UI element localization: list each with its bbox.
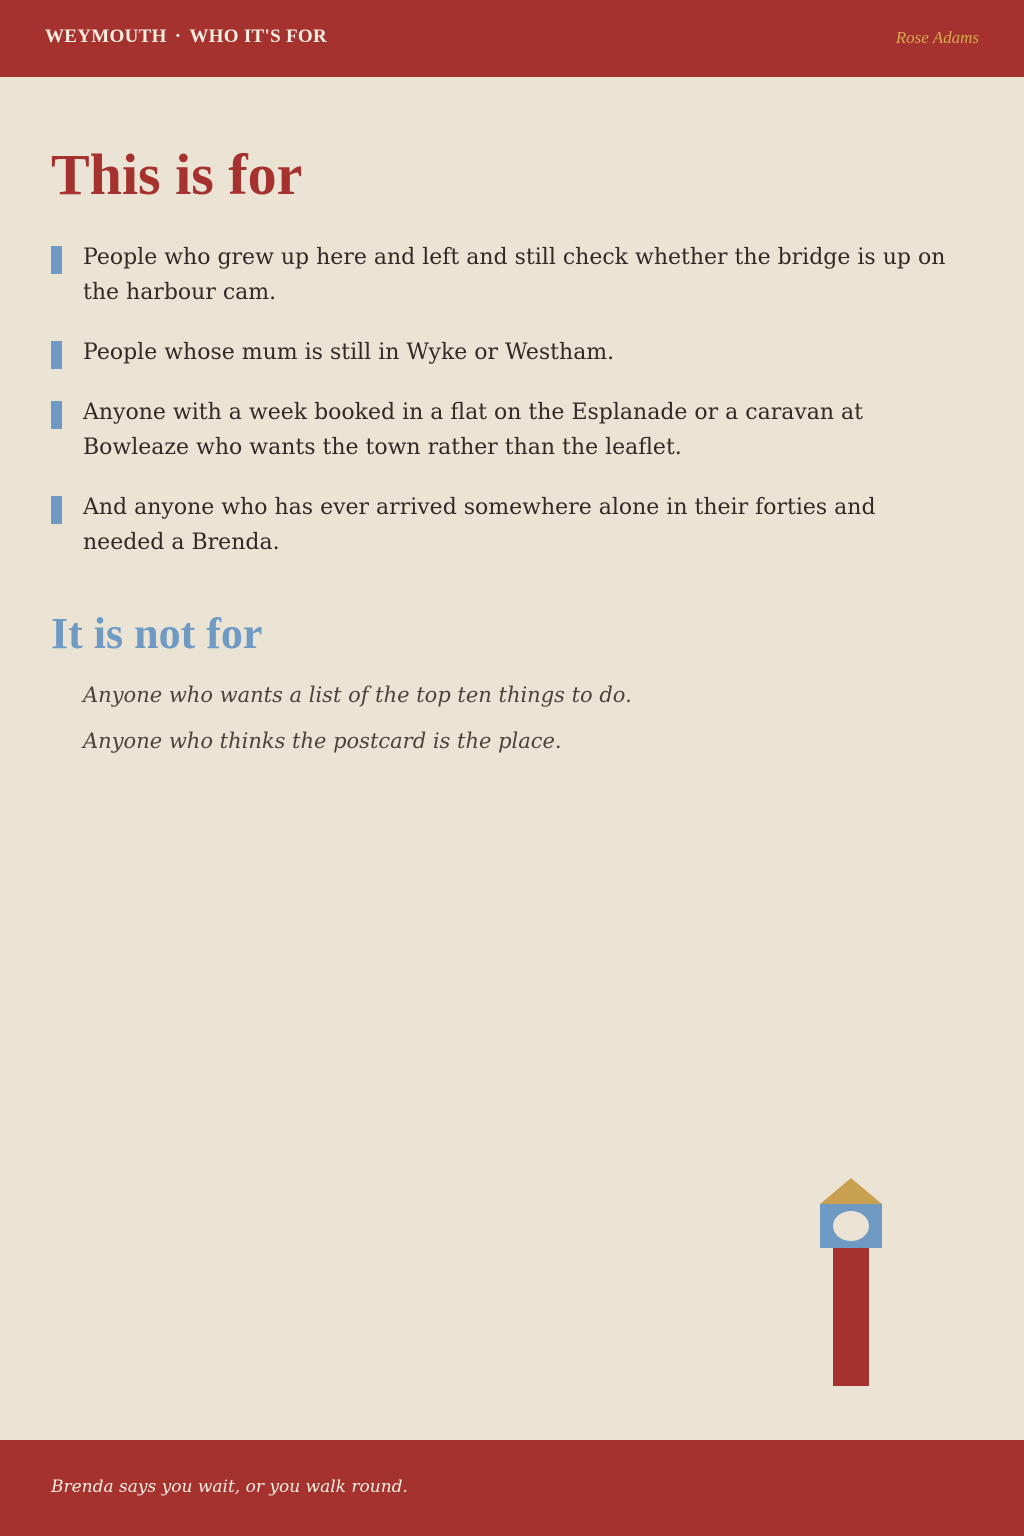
list-item <box>51 240 956 310</box>
breadcrumb-separator: · <box>174 26 182 47</box>
main-content <box>51 140 956 764</box>
list-item: Anyone who thinks the postcard is the place. <box>83 729 562 753</box>
list-item-text: Anyone with a week booked in a flat on the Esplanade or a caravan at Bowleaze who wants the town rather than the leaflet. <box>83 400 864 460</box>
list-item <box>51 490 956 560</box>
breadcrumb <box>45 26 327 48</box>
breadcrumb-place[interactable]: WEYMOUTH <box>45 26 167 47</box>
list-item: Anyone who wants a list of the top ten things to do. <box>83 683 632 707</box>
tower-roof <box>820 1178 882 1204</box>
tower-column <box>833 1248 869 1386</box>
not-for-list <box>51 672 956 764</box>
section-heading-not-for: It is not for <box>51 609 263 658</box>
tower-clock-face <box>833 1211 869 1241</box>
footer <box>0 1440 1024 1536</box>
bullet-bar <box>51 341 62 369</box>
list-item-text: People who grew up here and left and still check whether the bridge is up on the harbour cam. <box>83 245 946 305</box>
list-item-text: People whose mum is still in Wyke or Westham. <box>83 340 615 365</box>
author-name: Rose Adams <box>895 28 979 47</box>
bullet-bar <box>51 401 62 429</box>
page-title: This is for <box>51 142 303 207</box>
list-item <box>51 335 956 370</box>
bullet-bar <box>51 246 62 274</box>
top-bar <box>0 0 1024 77</box>
list-item <box>51 395 956 465</box>
for-list <box>51 240 956 560</box>
list-item-text: And anyone who has ever arrived somewhere alone in their forties and needed a Brenda. <box>83 495 876 555</box>
breadcrumb-section: WHO IT'S FOR <box>189 26 328 47</box>
bullet-bar <box>51 496 62 524</box>
clock-tower-icon <box>818 1176 884 1386</box>
footer-note: Brenda says you wait, or you walk round. <box>51 1477 408 1497</box>
